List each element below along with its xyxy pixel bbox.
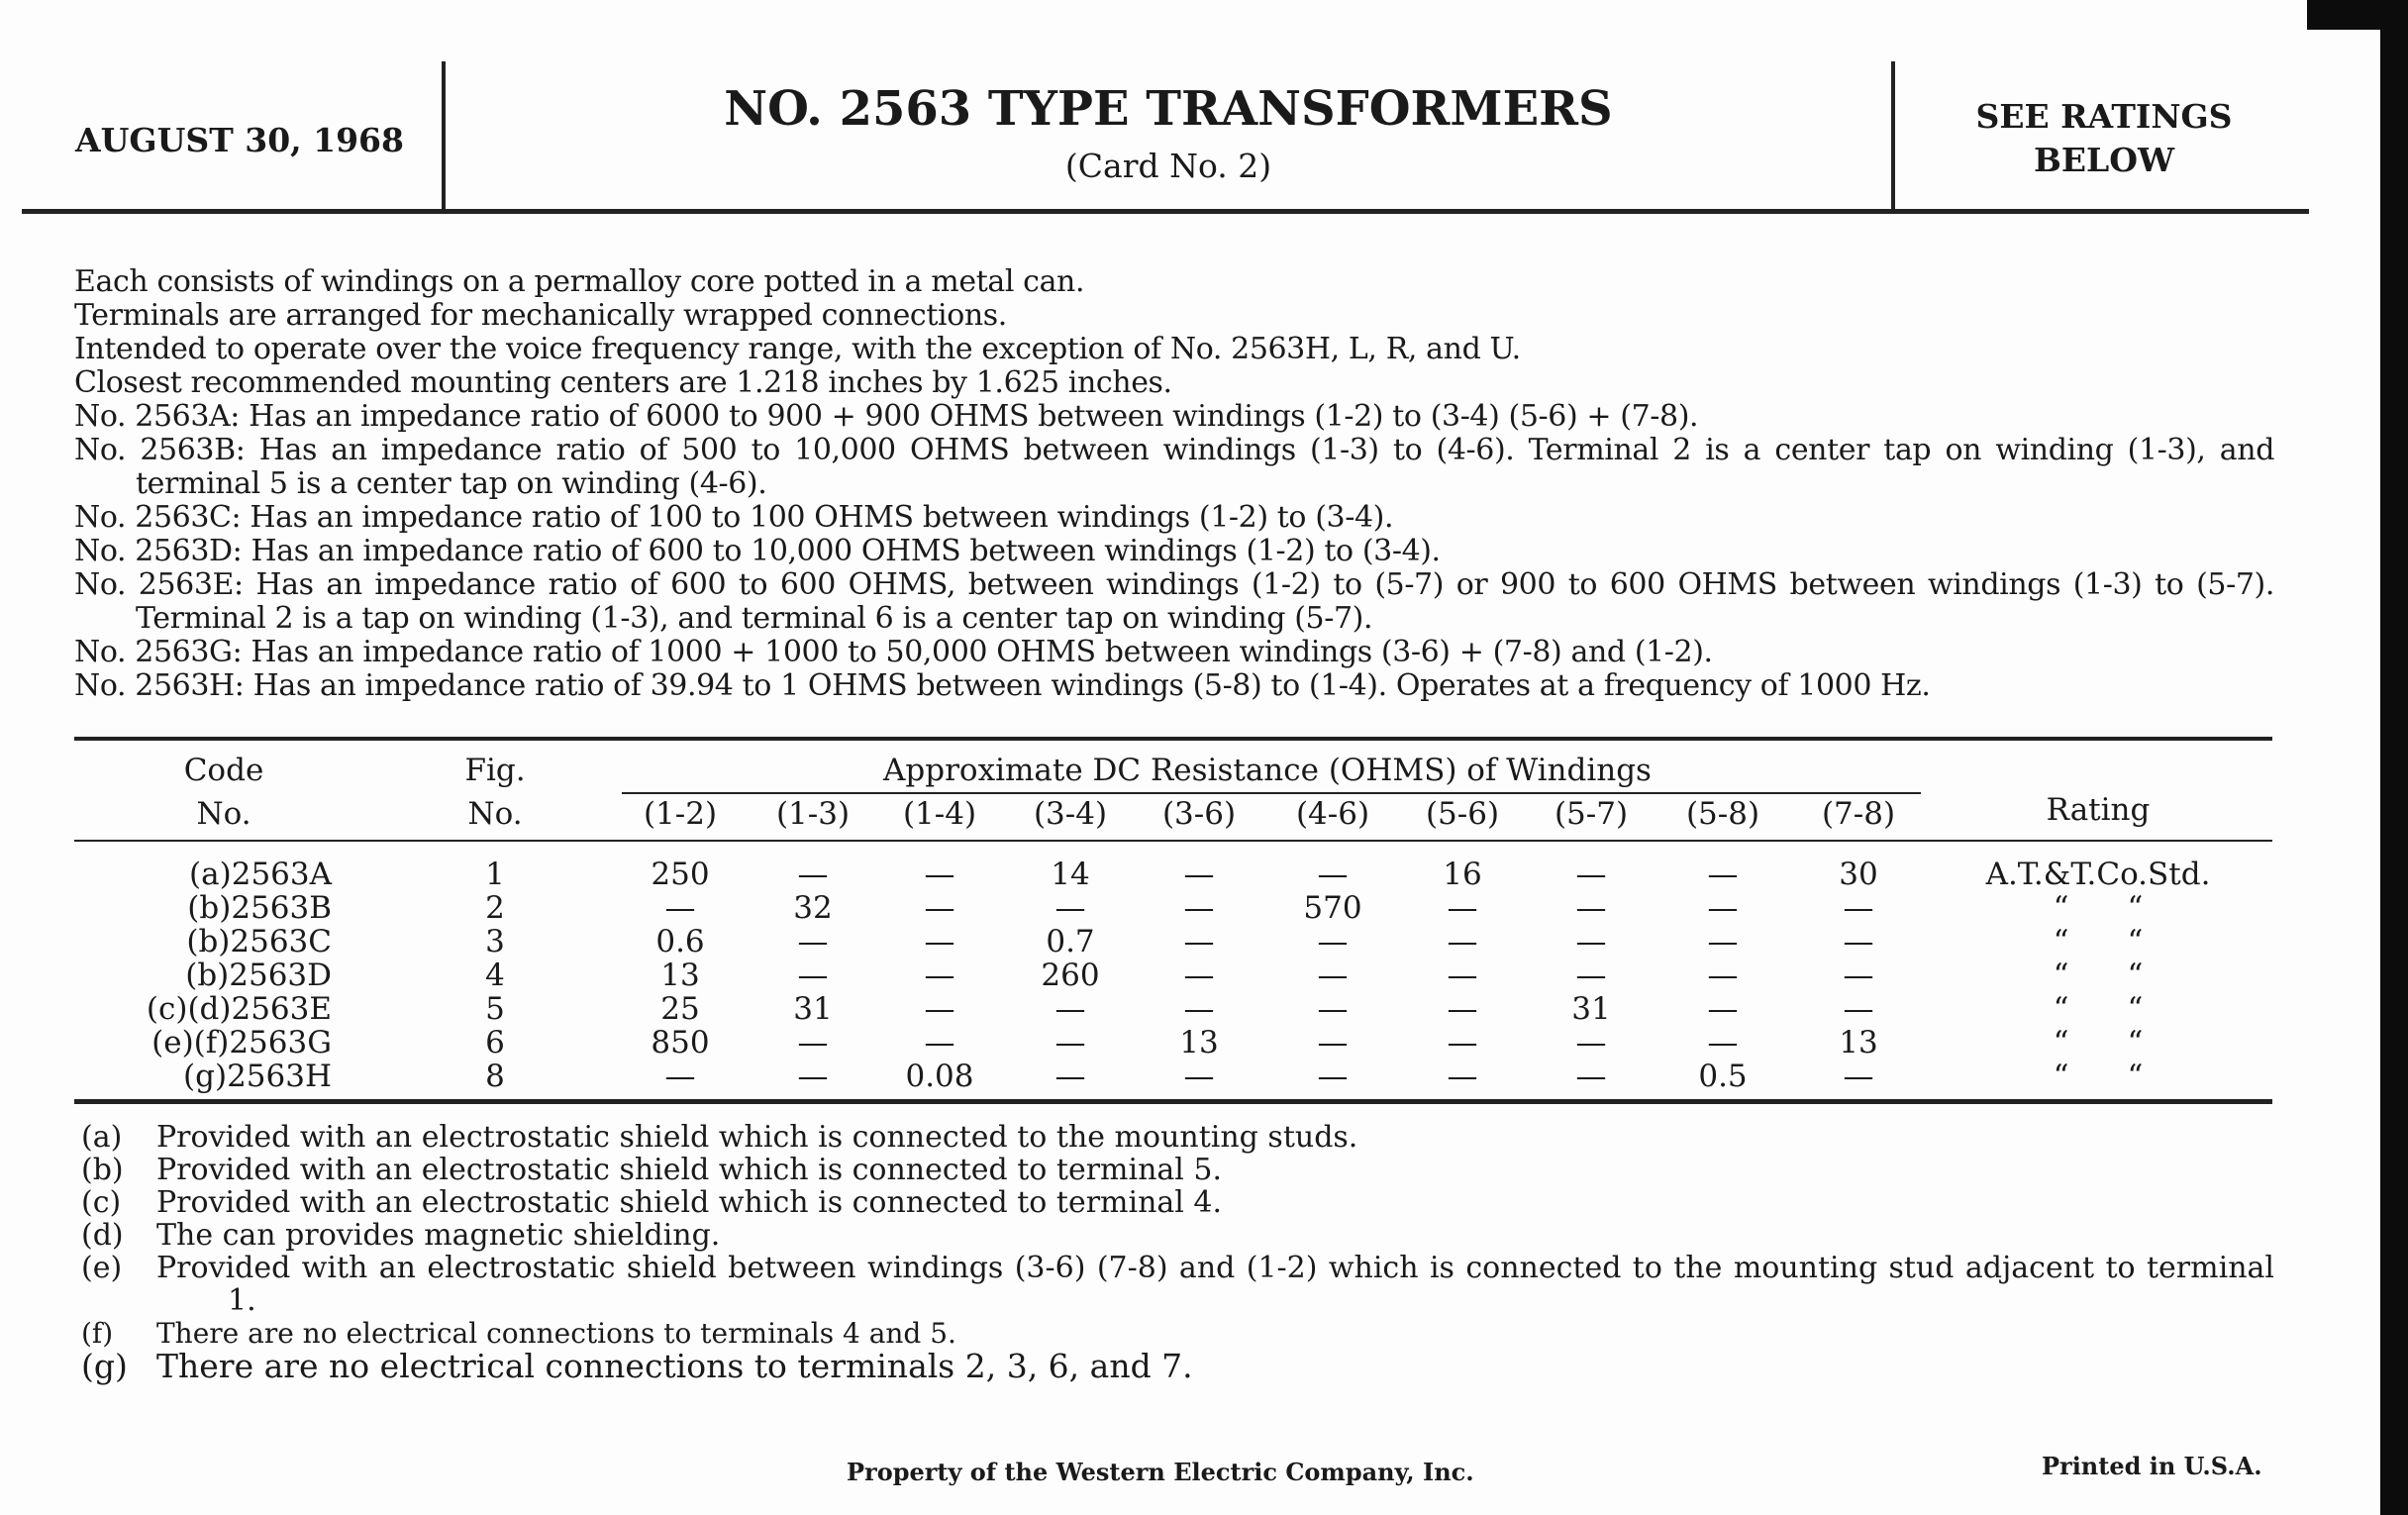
footnote-letter: (g) [81, 1347, 128, 1385]
resistance-cell: — [924, 1025, 955, 1060]
resistance-cell: — [924, 924, 955, 960]
footnote-letter: (d) [81, 1218, 124, 1253]
resistance-cell: — [1317, 1059, 1349, 1094]
resistance-cell: — [924, 890, 955, 926]
winding-header: (3-6) [1161, 796, 1237, 832]
description-line: No. 2563E: Has an impedance ratio of 600 to 600 OHMS, between windings (1-2) to (5-7) or 900 to 600 OHMS between windings (1-3) to (5-7). Terminal 2 is a tap on winding (1-3), and terminal 6 is a center tap on winding (5-7). [74, 567, 2274, 636]
resistance-cell: — [1575, 1025, 1607, 1060]
footnote-text: There are no electrical connections to terminals 2, 3, 6, and 7. [156, 1347, 1193, 1385]
page-title: NO. 2563 TYPE TRANSFORMERS [724, 81, 1613, 137]
description-line: No. 2563H: Has an impedance ratio of 39.94 to 1 OHMS between windings (5-8) to (1-4). Operates at a frequency of 1000 Hz. [74, 668, 1931, 703]
winding-header: (1-3) [775, 796, 851, 832]
resistance-cell: — [1843, 924, 1874, 960]
winding-header: (4-6) [1295, 796, 1370, 832]
resistance-cell: — [1447, 924, 1478, 960]
resistance-cell: — [1707, 1025, 1739, 1060]
resistance-cell: — [1575, 857, 1607, 892]
card-number: (Card No. 2) [1064, 147, 1272, 185]
resistance-cell: — [797, 1025, 829, 1060]
resistance-cell: — [1707, 890, 1739, 926]
resistance-cell: 250 [651, 857, 710, 892]
footnote [81, 1219, 2274, 1252]
footnote-text: There are no electrical connections to terminals 4 and 5. [156, 1317, 956, 1350]
rating-cell: “ “ [2053, 890, 2144, 926]
resistance-cell: — [1183, 1059, 1215, 1094]
resistance-cell: — [924, 991, 955, 1027]
fig-header-1: Fig. [464, 753, 526, 788]
table-top-rule [74, 737, 2272, 741]
resistance-cell: 13 [660, 958, 700, 993]
code-cell: (b)2563B [187, 890, 332, 926]
resistance-cell: 32 [793, 890, 833, 926]
resistance-cell: — [1183, 924, 1215, 960]
footnote-letter: (e) [81, 1251, 123, 1285]
resistance-cell: — [1447, 890, 1478, 926]
rating-cell: “ “ [2053, 1059, 2144, 1094]
resistance-cell: — [1054, 1025, 1086, 1060]
description-line: Closest recommended mounting centers are 1.218 inches by 1.625 inches. [74, 365, 1172, 400]
ratings-note-line2: BELOW [2033, 141, 2175, 179]
resistance-cell: — [1447, 991, 1478, 1027]
resistance-cell: 13 [1839, 1025, 1878, 1060]
resistance-cell: 0.5 [1698, 1059, 1748, 1094]
footnote-letter: (c) [81, 1185, 122, 1220]
table-header-rule [74, 840, 2272, 842]
rating-cell: A.T.&T.Co.Std. [1985, 857, 2211, 892]
code-header-1: Code [183, 753, 264, 788]
rating-cell: “ “ [2053, 991, 2144, 1027]
resistance-cell: 14 [1051, 857, 1090, 892]
resistance-cell: — [1317, 857, 1349, 892]
resistance-cell: — [797, 958, 829, 993]
winding-header: (5-7) [1554, 796, 1629, 832]
code-cell: (g)2563H [183, 1059, 332, 1094]
rating-cell: “ “ [2053, 924, 2144, 960]
resistance-cell: 850 [651, 1025, 710, 1060]
resistance-cell: — [1575, 958, 1607, 993]
resistance-cell: — [1183, 991, 1215, 1027]
resistance-cell: — [1054, 890, 1086, 926]
description-line: Intended to operate over the voice frequency range, with the exception of No. 2563H, L, R, and U. [74, 332, 1521, 366]
fig-cell: 1 [485, 857, 505, 892]
resistance-cell: — [797, 1059, 829, 1094]
resistance-cell: — [924, 958, 955, 993]
resistance-cell: — [1054, 1059, 1086, 1094]
resistance-cell: 0.7 [1046, 924, 1095, 960]
ratings-note-line1: SEE RATINGS [1975, 97, 2233, 136]
code-header-2: No. [196, 796, 251, 832]
resistance-cell: — [1843, 991, 1874, 1027]
footer-property: Property of the Western Electric Company, Inc. [847, 1458, 1474, 1486]
footnotes [81, 1120, 2274, 1385]
resistance-cell: — [1843, 958, 1874, 993]
winding-header: (7-8) [1821, 796, 1896, 832]
resistance-cell: — [1575, 924, 1607, 960]
footnote-letter: (f) [81, 1317, 114, 1350]
description-line: No. 2563G: Has an impedance ratio of 1000 + 1000 to 50,000 OHMS between windings (3-6) + (7-8) and (1-2). [74, 635, 1713, 669]
fig-cell: 3 [485, 924, 505, 960]
description-line: No. 2563B: Has an impedance ratio of 500 to 10,000 OHMS between windings (1-3) to (4-6). Terminal 2 is a center tap on winding (1-3), and terminal 5 is a center tap on winding (4-6). [74, 433, 2274, 501]
footnote [81, 1252, 2274, 1317]
resistance-cell: — [1843, 890, 1874, 926]
footnote [81, 1121, 2274, 1154]
resistance-cell: — [797, 857, 829, 892]
group-header-rule [622, 792, 1921, 794]
resistance-cell: — [1707, 924, 1739, 960]
footnote-letter: (b) [81, 1153, 124, 1187]
footnote-text: Provided with an electrostatic shield between windings (3-6) (7-8) and (1-2) which is connected to the mounting stud adjacent to terminal 1. [156, 1251, 2274, 1318]
rating-cell: “ “ [2053, 1025, 2144, 1060]
resistance-cell: — [1447, 1059, 1478, 1094]
fig-cell: 6 [485, 1025, 505, 1060]
resistance-cell: — [924, 857, 955, 892]
resistance-cell: — [1183, 857, 1215, 892]
code-cell: (a)2563A [189, 857, 332, 892]
resistance-cell: — [664, 890, 696, 926]
winding-header: (1-4) [902, 796, 977, 832]
resistance-cell: — [1054, 991, 1086, 1027]
fig-cell: 5 [485, 991, 505, 1027]
footnote-text: Provided with an electrostatic shield which is connected to the mounting studs. [156, 1120, 1358, 1155]
footnote [81, 1347, 2274, 1385]
rating-header: Rating [2046, 792, 2151, 828]
resistance-cell: — [797, 924, 829, 960]
code-cell: (b)2563D [185, 958, 332, 993]
resistance-cell: — [1183, 958, 1215, 993]
description-line: No. 2563C: Has an impedance ratio of 100 to 100 OHMS between windings (1-2) to (3-4). [74, 500, 1394, 535]
resistance-cell: 31 [1571, 991, 1611, 1027]
resistance-cell: 16 [1443, 857, 1482, 892]
card-date: AUGUST 30, 1968 [75, 121, 404, 159]
winding-header: (1-2) [643, 796, 718, 832]
resistance-cell: — [1317, 924, 1349, 960]
resistance-cell: — [1317, 991, 1349, 1027]
code-cell: (b)2563C [186, 924, 332, 960]
resistance-cell: 0.08 [905, 1059, 974, 1094]
footnote-text: Provided with an electrostatic shield which is connected to terminal 5. [156, 1153, 1223, 1187]
rating-cell: “ “ [2053, 958, 2144, 993]
winding-header: (5-8) [1685, 796, 1760, 832]
footnote-text: Provided with an electrostatic shield which is connected to terminal 4. [156, 1185, 1223, 1220]
code-cell: (c)(d)2563E [146, 991, 332, 1027]
footnote [81, 1186, 2274, 1219]
description-line: Terminals are arranged for mechanically wrapped connections. [74, 298, 1007, 333]
fig-header-2: No. [467, 796, 523, 832]
resistance-cell: — [1575, 1059, 1607, 1094]
code-cell: (e)(f)2563G [151, 1025, 332, 1060]
resistance-cell: 25 [660, 991, 700, 1027]
resistance-cell: — [664, 1059, 696, 1094]
fig-cell: 2 [485, 890, 505, 926]
resistance-cell: 260 [1041, 958, 1100, 993]
resistance-cell: 13 [1179, 1025, 1219, 1060]
resistance-cell: — [1707, 958, 1739, 993]
footnote [81, 1317, 2274, 1350]
resistance-cell: — [1707, 857, 1739, 892]
winding-header: (5-6) [1425, 796, 1500, 832]
resistance-cell: 570 [1303, 890, 1362, 926]
resistance-cell: 30 [1839, 857, 1878, 892]
description-line: No. 2563A: Has an impedance ratio of 6000 to 900 + 900 OHMS between windings (1-2) to (3-4) (5-6) + (7-8). [74, 399, 1699, 434]
footnote-letter: (a) [81, 1120, 123, 1155]
resistance-cell: — [1317, 1025, 1349, 1060]
resistance-cell: — [1843, 1059, 1874, 1094]
resistance-cell: — [1183, 890, 1215, 926]
winding-header: (3-4) [1033, 796, 1108, 832]
resistance-cell: — [1575, 890, 1607, 926]
resistance-cell: 0.6 [655, 924, 705, 960]
fig-cell: 4 [485, 958, 505, 993]
fig-cell: 8 [485, 1059, 505, 1094]
resistance-cell: — [1447, 1025, 1478, 1060]
footer-printed: Printed in U.S.A. [2042, 1452, 2262, 1480]
resistance-cell: 31 [793, 991, 833, 1027]
resistance-cell: — [1707, 991, 1739, 1027]
description-line: Each consists of windings on a permalloy core potted in a metal can. [74, 264, 1085, 299]
footnote-text: The can provides magnetic shielding. [156, 1218, 721, 1253]
resistance-cell: — [1317, 958, 1349, 993]
resistance-cell: — [1447, 958, 1478, 993]
footnote [81, 1154, 2274, 1186]
group-header: Approximate DC Resistance (OHMS) of Windings [883, 753, 1652, 788]
description-line: No. 2563D: Has an impedance ratio of 600 to 10,000 OHMS between windings (1-2) to (3-4). [74, 534, 1441, 568]
table-bottom-rule [74, 1099, 2272, 1104]
